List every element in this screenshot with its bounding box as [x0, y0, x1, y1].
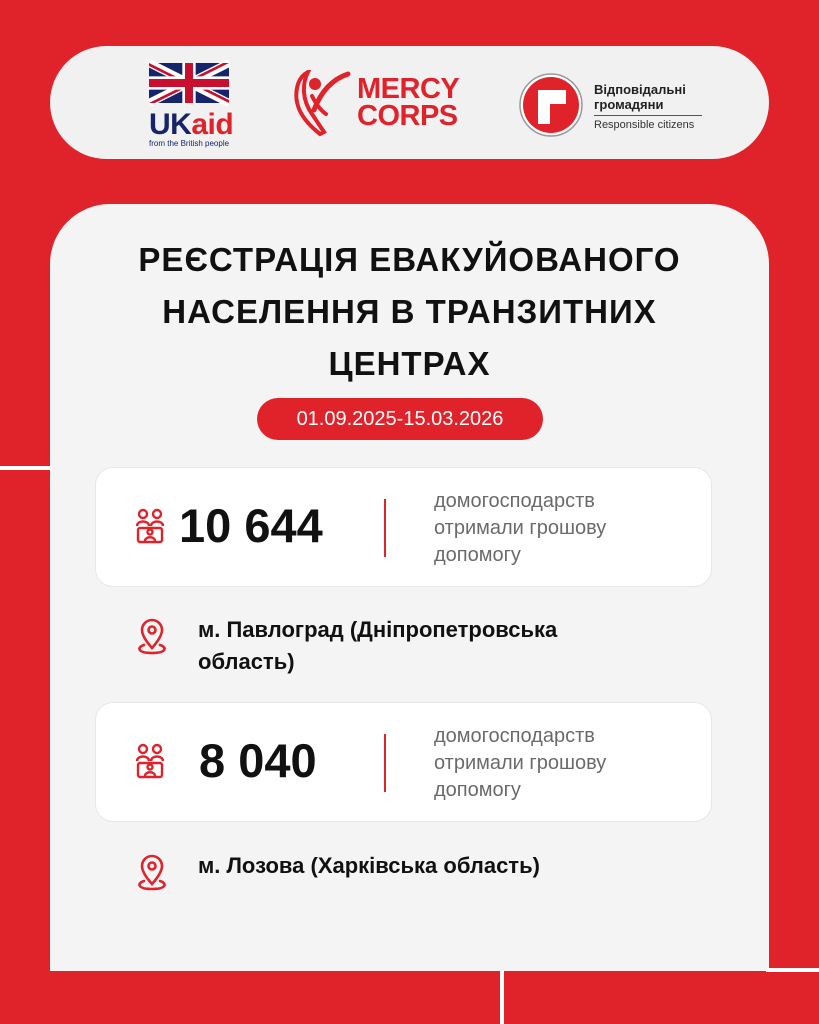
page-title: РЕЄСТРАЦІЯ ЕВАКУЙОВАНОГО НАСЕЛЕННЯ В ТРАНЗИТНИХ ЦЕНТРАХ — [138, 241, 681, 382]
ukaid-logo — [149, 58, 234, 148]
location-name: м. Павлоград (Дніпропетровська область) — [198, 617, 558, 674]
responsible-citizens-emblem-icon — [518, 72, 584, 138]
partner-logos-bar — [50, 46, 769, 159]
stat-description: домогосподарств отримали грошову допомогу — [434, 725, 607, 801]
map-pin-icon — [134, 618, 170, 658]
date-range-badge: 01.09.2025-15.03.2026 — [257, 398, 543, 440]
decor-line-bottom-right — [766, 968, 819, 972]
stat-value: 10 644 — [179, 499, 323, 552]
stat-divider — [384, 734, 386, 792]
decor-line-bottom-vertical — [500, 968, 504, 1024]
family-people-icon — [134, 743, 166, 781]
divider — [594, 115, 702, 116]
responsible-citizens-wordmark: Відповідальні громадяни Responsible citizens — [594, 82, 724, 131]
family-people-icon — [134, 508, 166, 546]
mercy-corps-wordmark: MERCY CORPS — [357, 73, 460, 132]
union-jack-icon — [149, 58, 229, 108]
ukaid-wordmark: UKaid — [149, 108, 234, 141]
location-name: м. Лозова (Харківська область) — [198, 853, 540, 878]
stat-value: 8 040 — [199, 734, 317, 787]
mercy-corps-logo — [290, 70, 470, 140]
stat-card-lozova — [95, 702, 712, 822]
stat-description: домогосподарств отримали грошову допомогу — [434, 490, 607, 566]
main-card — [50, 204, 769, 971]
map-pin-icon — [134, 854, 170, 894]
stat-card-pavlohrad — [95, 467, 712, 587]
ukaid-subtitle: from the British people — [149, 139, 230, 148]
mercy-corps-emblem-icon — [290, 70, 356, 140]
stat-divider — [384, 499, 386, 557]
responsible-citizens-logo — [518, 72, 718, 142]
decor-line-left — [0, 466, 52, 470]
